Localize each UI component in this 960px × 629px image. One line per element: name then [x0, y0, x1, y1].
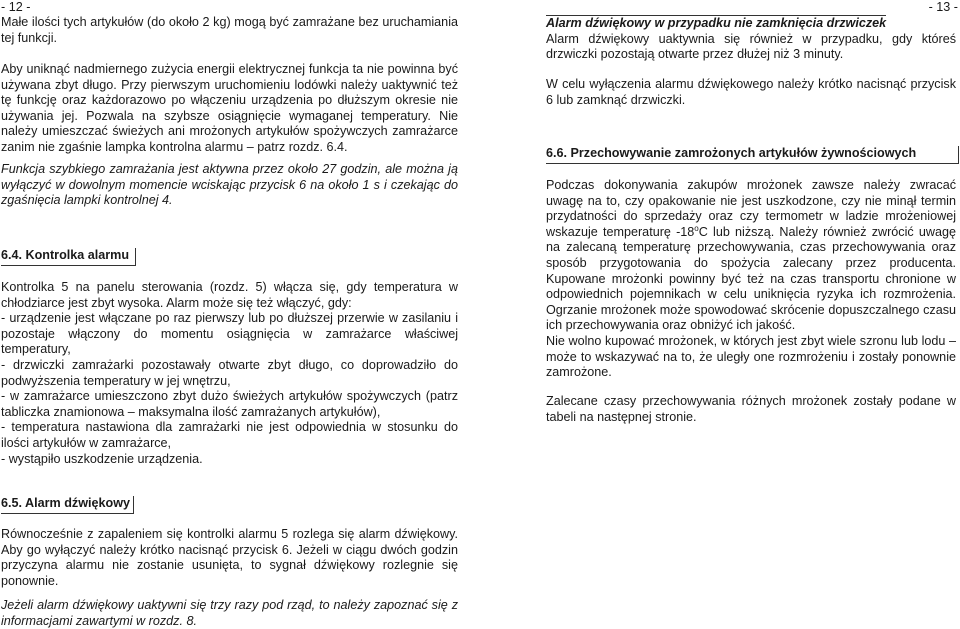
list-item-damage: - wystąpiło uszkodzenie urządzenia. — [1, 451, 203, 466]
section-6-6 — [546, 146, 956, 164]
list-item-temperature-setting: - temperatura nastawiona dla zamrażarki nie jest odpowiednia w stosunku do ilości artykułów w zamrażarce, — [1, 420, 458, 450]
paragraph-small-quantities: Małe ilości tych artykułów (do około 2 kg) mogą być zamrażane bez uruchamiania tej funkcji. — [1, 15, 458, 45]
left-column-fast-freeze — [1, 162, 458, 209]
section-6-4 — [1, 248, 458, 266]
paragraph-fast-freeze: Funkcja szybkiego zamrażania jest aktywna przez około 27 godzin, ale można ją wyłączyć w dowolnym momencie wciskając przycisk 6 na około 1 s i czekając do zgaśnięcia lampki kontrolnej 4. — [1, 162, 458, 208]
paragraph-shopping: Podczas dokonywania zakupów mrożonek zawsze należy zwracać uwagę na to, czy opakowanie nie jest uszkodzone, czy nie minął termin przydatności do sprzedaży oraz czy termometr w ladzie mrożeniowej wskazuje temperaturę -18$^o$C lub niższą. Należy również zwrócić uwagę na zalecaną temperaturę przechowywania, czas przechowywania oraz sposób przygotowania do spożycia zalecany przez producenta. Kupowane mrożonki powinny być też na czas transportu chronione w odpowiednich pojemnikach w celu uniknięcia ryzyka ich rozmrożenia. Ogrzanie mrożonek może spowodować skrócenie dopuszczalnego czasu ich przechowywania oraz obniżyć ich jakość. — [546, 178, 956, 333]
right-column-storage — [546, 178, 956, 334]
left-column-alarm-light — [1, 280, 458, 467]
section-6-5 — [1, 496, 458, 514]
page-number-right: - 13 - — [928, 0, 958, 14]
paragraph-frost: Nie wolno kupować mrożonek, w których jest zbyt wiele szronu lub lodu – może to wskazywać na to, że uległy one rozmrożeniu i zostały ponownie zamrożone. — [546, 334, 956, 380]
left-column — [1, 15, 458, 46]
page-number-left: - 12 - — [1, 0, 31, 14]
paragraph-alarm-off: W celu wyłączenia alarmu dźwiękowego należy krótko nacisnąć przycisk 6 lub zamknąć drzwiczki. — [546, 77, 956, 107]
right-column-table-ref — [546, 394, 956, 425]
alarm-door-title: Alarm dźwiękowy w przypadku nie zamknięcia drzwiczek — [546, 16, 887, 30]
degree-sup: o — [694, 223, 699, 233]
paragraph-alarm-sound: Równocześnie z zapaleniem się kontrolki alarmu 5 rozlega się alarm dźwiękowy. Aby go wyłączyć należy krótko nacisnąć przycisk 6. Jeżeli w ciągu dwóch godzin przyczyna alarmu nie zostanie usunięta, to sygnał dźwiękowy rozlegnie się ponownie. — [1, 527, 458, 588]
left-column-energy — [1, 62, 458, 156]
list-item-first-start: - urządzenie jest włączane po raz pierwszy lub po dłuższej przerwie w zasilaniu i pozostaje włączony do momentu osiągnięcia w zamrażarce właściwej temperatury, — [1, 311, 458, 357]
list-item-door-open: - drzwiczki zamrażarki pozostawały otwarte zbyt długo, co doprowadziło do podwyższenia temperatury w jej wnętrzu, — [1, 357, 458, 388]
paragraph-table-ref: Zalecane czasy przechowywania różnych mrożonek zostały podane w tabeli na następnej stronie. — [546, 394, 956, 424]
heading-6-6: 6.6. Przechowywanie zamrożonych artykułów żywnościowych — [546, 146, 959, 164]
heading-6-4: 6.4. Kontrolka alarmu — [1, 248, 136, 266]
paragraph-alarm-door: Alarm dźwiękowy uaktywnia się również w przypadku, gdy któreś drzwiczki pozostają otwarte przez dłużej niż 3 minuty. — [546, 31, 956, 62]
heading-6-5: 6.5. Alarm dźwiękowy — [1, 496, 134, 514]
list-item-too-much-food: - w zamrażarce umieszczono zbyt dużo świeżych artykułów spożywczych (patrz tabliczka znamionowa – maksymalna ilość zamrażanych artykułów), — [1, 389, 458, 419]
right-column-frost — [546, 334, 956, 381]
bottom-alarm-sound — [1, 527, 458, 589]
bottom-alarm-repeat — [1, 598, 458, 629]
right-column-alarm-off — [546, 77, 956, 108]
right-column-alarm — [546, 15, 956, 63]
paragraph-alarm-light: Kontrolka 5 na panelu sterowania (rozdz. 5) włącza się, gdy temperatura w chłodziarce jest zbyt wysoka. Alarm może się też włączyć, gdy: — [1, 280, 458, 310]
paragraph-energy: Aby uniknąć nadmiernego zużycia energii elektrycznej funkcja ta nie powinna być używana zbyt długo. Przy pierwszym uruchomieniu lodówki należy uaktywnić też tę funkcję oraz każdorazowo po włączeniu urządzenia po dłuższym okresie nie używania jej. Pozwala na szybsze osiągnięcie wymaganej temperatury. Nie należy umieszczać świeżych ani mrożonych artykułów spożywczych zamrażarce zanim nie zgaśnie lampka kontrolna alarmu – patrz rozdz. 6.4. — [1, 62, 458, 154]
paragraph-alarm-repeat: Jeżeli alarm dźwiękowy uaktywni się trzy razy pod rząd, to należy zapoznać się z informacjami zawartymi w rozdz. 8. — [1, 598, 458, 628]
